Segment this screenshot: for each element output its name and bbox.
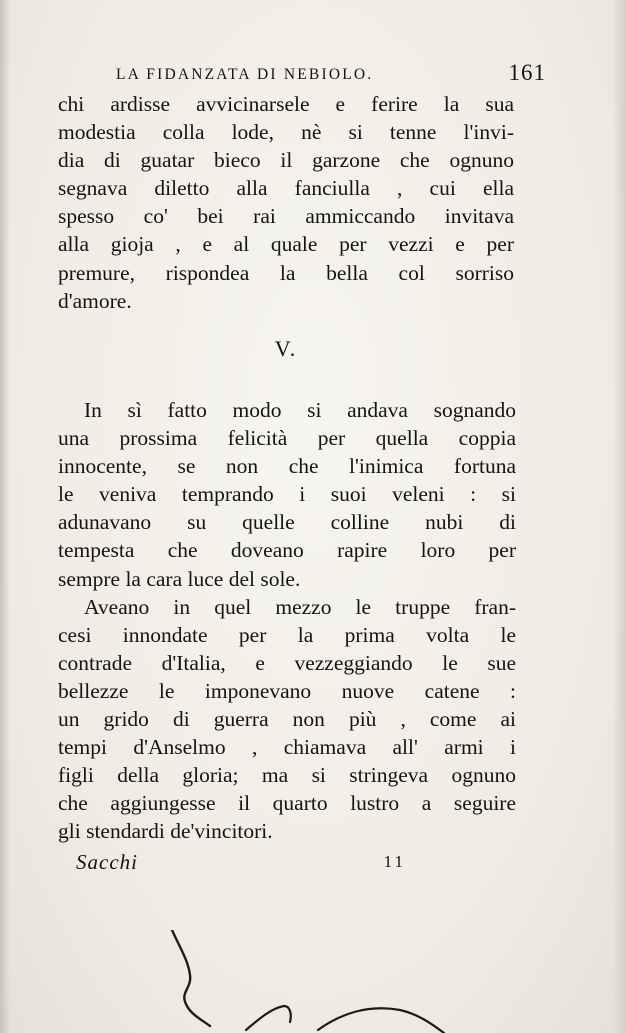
- page-left-edge-shadow: [0, 0, 10, 1033]
- handwritten-mark-icon: [150, 930, 450, 1033]
- text-line: modestia colla lode, nè si tenne l'invi-: [58, 120, 514, 145]
- text-line: cesi innondate per la prima volta le: [58, 622, 516, 647]
- text-line: In sì fatto modo si andava sognando: [84, 398, 516, 422]
- section-heading: V.: [274, 336, 298, 361]
- text-line: tempi d'Anselmo , chiamava all' armi i: [58, 735, 516, 760]
- paragraph-continued: [58, 90, 514, 315]
- text-line: tempesta che doveano rapire loro per: [58, 538, 516, 563]
- text-line: una prossima felicità per quella coppia: [58, 426, 516, 451]
- text-line: d'amore.: [58, 288, 132, 313]
- text-line: innocente, se non che l'inimica fortuna: [58, 454, 516, 479]
- page-header: [116, 62, 546, 90]
- text-line: le veniva temprando i suoi veleni : si: [58, 482, 516, 507]
- text-line: adunavano su quelle colline nubi di: [58, 510, 516, 535]
- running-head: LA FIDANZATA DI NEBIOLO.: [116, 66, 374, 83]
- text-line: un grido di guerra non più , come ai: [58, 707, 516, 732]
- text-line: contrade d'Italia, e vezzeggiando le sue: [58, 650, 516, 675]
- signature-number: 11: [383, 852, 406, 871]
- text-line: dia di guatar bieco il garzone che ognuno: [58, 148, 514, 173]
- text-line: premure, rispondea la bella col sorriso: [58, 260, 514, 285]
- text-line: alla gioja , e al quale per vezzi e per: [58, 232, 514, 257]
- text-line: figli della gloria; ma si stringeva ognuno: [58, 763, 516, 788]
- text-line: Aveano in quel mezzo le truppe fran-: [84, 594, 516, 619]
- page-right-edge-shadow: [612, 0, 626, 1033]
- printer-signature: Sacchi: [76, 850, 138, 874]
- text-line: chi ardisse avvicinarsele e ferire la sua: [58, 92, 514, 116]
- text-line: che aggiungesse il quarto lustro a seguire: [58, 791, 516, 816]
- text-line: gli stendardi de'vincitori.: [58, 819, 273, 844]
- text-line: sempre la cara luce del sole.: [58, 566, 301, 591]
- page-footer: [76, 850, 406, 880]
- text-line: bellezze le imponevano nuove catene :: [58, 678, 516, 703]
- page-number: 161: [508, 60, 546, 85]
- text-line: spesso co' bei rai ammiccando invitava: [58, 204, 514, 229]
- section-body: [58, 396, 516, 846]
- text-line: segnava diletto alla fanciulla , cui ella: [58, 176, 514, 201]
